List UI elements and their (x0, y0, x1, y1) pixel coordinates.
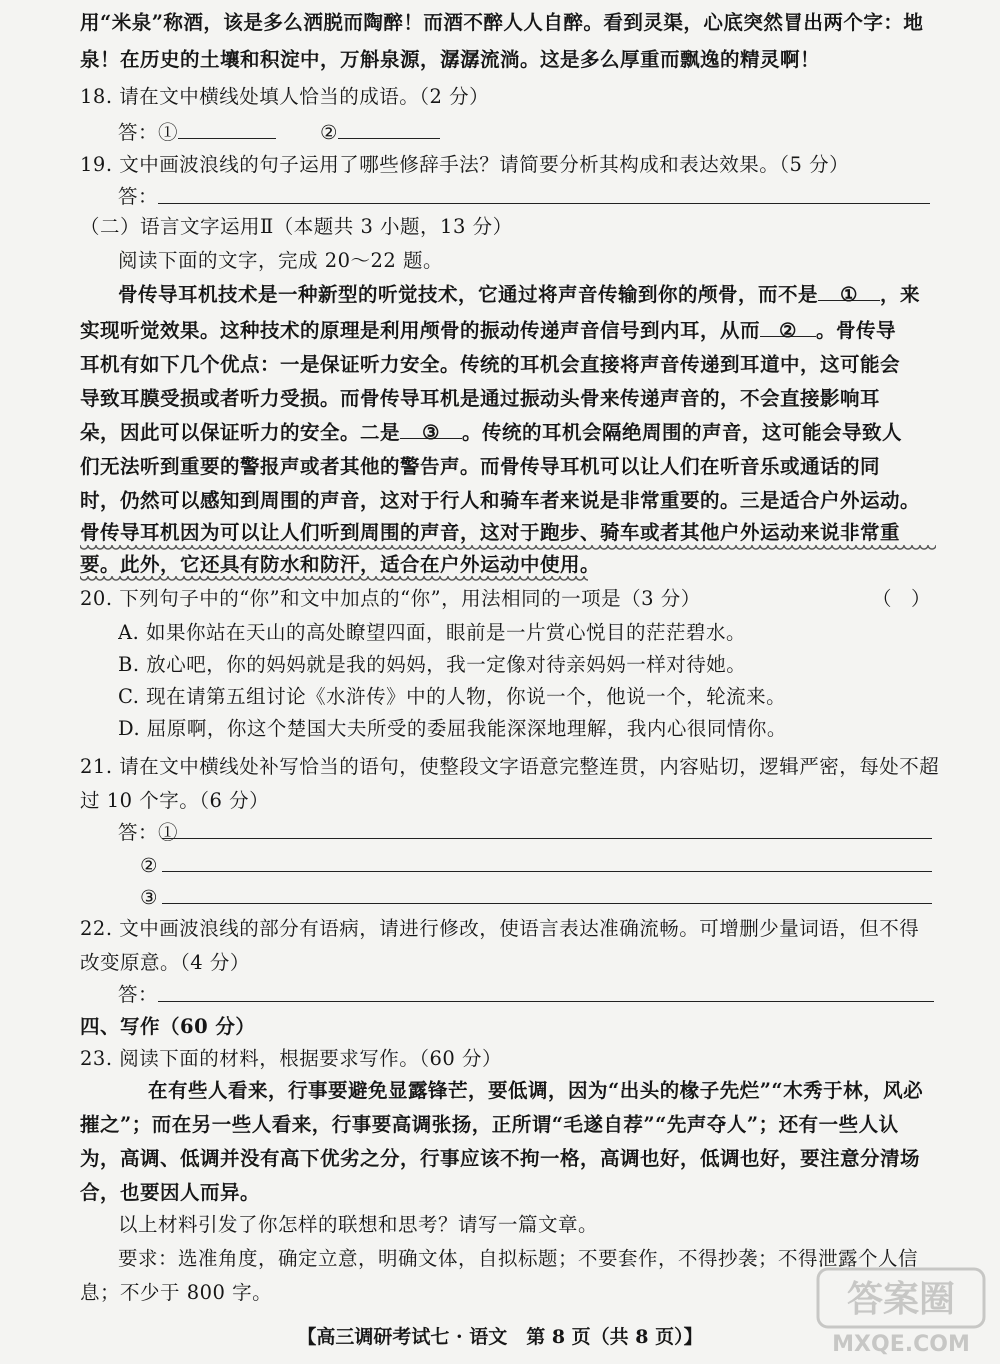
answer-paren-20[interactable]: （ ） (872, 587, 931, 610)
answer-22-line[interactable] (158, 1001, 934, 1002)
blank-number: ② (779, 319, 797, 342)
answer-22-label: 答： (118, 983, 159, 1006)
question-20: 20. 下列句子中的“你”和文中加点的“你”，用法相同的一项是（3 分） (80, 587, 701, 610)
answer-21-line-2[interactable] (162, 871, 932, 872)
passage-text: 实现听觉效果。这种技术的原理是利用颅骨的振动传递声音信号到内耳，从而 (80, 319, 761, 342)
blank-number: ③ (422, 421, 440, 444)
watermark-text-top: 答案圈 (846, 1279, 956, 1320)
watermark-text-bottom: MXQE.COM (832, 1332, 970, 1357)
question-22-line-2: 改变原意。（4 分） (80, 951, 250, 974)
writing-prompt: 以上材料引发了你怎样的联想和思考？请写一篇文章。 (118, 1213, 599, 1236)
passage-blank-3[interactable] (400, 418, 462, 444)
passage-line-4: 导致耳膜受损或者听力受损。而骨传导耳机是通过振动头骨来传递声音的，不会直接影响耳 (80, 387, 881, 410)
blank-marker: ① (158, 121, 179, 144)
question-21-line-2: 过 10 个字。（6 分） (80, 789, 270, 812)
answer-21-line-1[interactable] (162, 838, 932, 839)
passage-line-5 (80, 418, 940, 448)
option-c: C. 现在请第五组讨论《水浒传》中的人物，你说一个，他说一个，轮流来。 (118, 685, 787, 708)
passage-line-9-wavy: 要。此外，它还具有防水和防汗，适合在户外运动中使用。 (80, 553, 601, 576)
material-line-1: 在有些人看来，行事要避免显露锋芒，要低调，因为“出头的椽子先烂”“木秀于林，风必 (148, 1079, 924, 1102)
answer-18 (118, 118, 978, 148)
blank-marker: ① (158, 821, 178, 844)
passage-text: ，来 (880, 283, 921, 306)
section-4-title: 四、写作（60 分） (80, 1015, 256, 1038)
answer-21-label (118, 818, 178, 848)
blank-marker-2: ② (140, 854, 158, 877)
option-b: B. 放心吧，你的妈妈就是我的妈妈，我一定像对待亲妈妈一样对待她。 (118, 653, 747, 676)
page-footer: 【高三调研考试七 · 语文 第 8 页（共 8 页）】 (297, 1326, 703, 1348)
blank-number: ① (840, 283, 858, 306)
wavy-underline (80, 576, 588, 582)
answer-19-line[interactable] (158, 203, 930, 204)
material-line-4: 合，也要因人而异。 (80, 1181, 261, 1204)
answer-label: 答： (118, 821, 159, 844)
question-23: 23. 阅读下面的材料，根据要求写作。（60 分） (80, 1047, 502, 1070)
passage-line-8-wavy: 骨传导耳机因为可以让人们听到周围的声音，这对于跑步、骑车或者其他户外运动来说非常重 (80, 521, 901, 544)
blank-marker-3: ③ (140, 886, 158, 909)
passage-continuation-line-1: 用“米泉”称酒，该是多么洒脱而陶醉！而酒不醉人人自醉。看到灵渠，心底突然冒出两个字：地 (80, 11, 924, 34)
watermark-logo (816, 1265, 986, 1357)
answer-label: 答： (118, 121, 159, 144)
passage-text: 。传统的耳机会隔绝周围的声音，这可能会导致人 (462, 421, 903, 444)
passage-line-6: 们无法听到重要的警报声或者其他的警告声。而骨传导耳机可以让人们在听音乐或通话的同 (80, 455, 881, 478)
requirements-line-1: 要求：选准角度，确定立意，明确文体，自拟标题；不要套作，不得抄袭；不得泄露个人信 (118, 1247, 919, 1270)
passage-line-3: 耳机有如下几个优点：一是保证听力安全。传统的耳机会直接将声音传递到耳道中，这可能会 (80, 353, 901, 376)
passage-blank-2[interactable] (760, 316, 816, 342)
passage-continuation-line-2: 泉！在历史的土壤和积淀中，万斛泉源，潺潺流淌。这是多么厚重而飘逸的精灵啊！ (80, 48, 821, 71)
blank-marker: ② (320, 121, 339, 144)
option-a: A. 如果你站在天山的高处瞭望四面，眼前是一片赏心悦目的茫茫碧水。 (118, 621, 746, 644)
passage-text: 。骨传导 (816, 319, 897, 342)
passage-line-2 (80, 316, 940, 346)
watermark-logo-icon (816, 1265, 986, 1357)
material-line-3: 为，高调、低调并没有高下优劣之分，行事应该不拘一格，高调也好，低调也好，要注意分清场 (80, 1147, 921, 1170)
question-19: 19. 文中画波浪线的句子运用了哪些修辞手法？请简要分析其构成和表达效果。（5 分） (80, 153, 850, 176)
material-line-2: 摧之”；而在另一些人看来，行事要高调张扬，正所谓“毛遂自荐”“先声夺人”；还有一些人认 (80, 1113, 899, 1136)
question-18: 18. 请在文中横线处填人恰当的成语。（2 分） (80, 85, 490, 108)
option-d: D. 屈原啊，你这个楚国大夫所受的委屈我能深深地理解，我内心很同情你。 (118, 717, 787, 740)
passage-line-1 (118, 280, 940, 310)
passage-text: 骨传导耳机技术是一种新型的听觉技术，它通过将声音传输到你的颅骨，而不是 (118, 283, 819, 306)
section-2-intro: 阅读下面的文字，完成 20～22 题。 (118, 249, 444, 272)
requirements-line-2: 息；不少于 800 字。 (80, 1281, 273, 1304)
answer-blank-1[interactable] (178, 118, 276, 139)
passage-text: 朵，因此可以保证听力的安全。二是 (80, 421, 401, 444)
answer-21-line-3[interactable] (162, 903, 932, 904)
answer-19-label: 答： (118, 185, 159, 208)
section-2-title: （二）语言文字运用Ⅱ（本题共 3 小题，13 分） (80, 215, 513, 238)
passage-line-7: 时，仍然可以感知到周围的声音，这对于行人和骑车者来说是非常重要的。三是适合户外运动。 (80, 489, 921, 512)
question-22-line-1: 22. 文中画波浪线的部分有语病，请进行修改，使语言表达准确流畅。可增删少量词语，但不得 (80, 917, 920, 940)
passage-blank-1[interactable] (818, 280, 880, 306)
answer-blank-2[interactable] (338, 118, 440, 139)
question-21-line-1: 21. 请在文中横线处补写恰当的语句，使整段文字语意完整连贯，内容贴切，逻辑严密，每处不超 (80, 755, 940, 778)
